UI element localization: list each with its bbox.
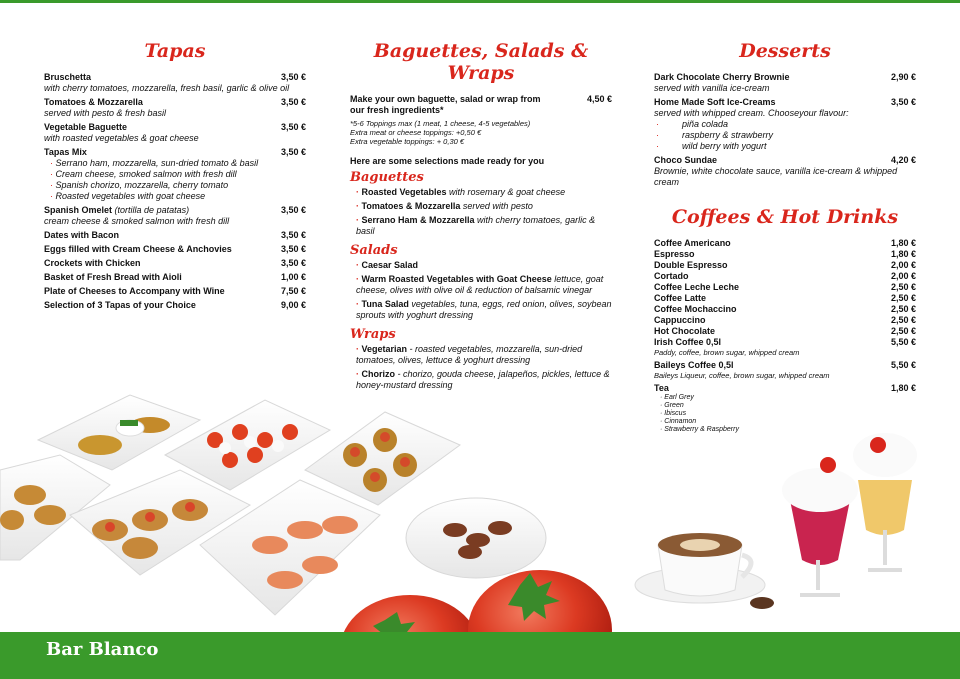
tapas-item-price: 1,00 € bbox=[280, 272, 306, 282]
coffee-item-price: 2,50 € bbox=[890, 315, 916, 325]
coffee-item-row bbox=[654, 326, 916, 337]
coffee-item bbox=[654, 304, 916, 315]
dessert-item-name: Home Made Soft Ice-Creams bbox=[654, 97, 776, 107]
byo-note-1: *5-6 Toppings max (1 meat, 1 cheese, 4-5 vegetables) bbox=[350, 119, 531, 128]
tapas-item-name: Tapas Mix bbox=[44, 147, 87, 157]
byo-note-2: Extra meat or cheese toppings: +0,50 € bbox=[350, 128, 482, 137]
tapas-list bbox=[44, 72, 306, 311]
dessert-item-name: Choco Sundae bbox=[654, 155, 718, 165]
tapas-item-price: 7,50 € bbox=[280, 286, 306, 296]
coffee-item-price: 2,50 € bbox=[890, 304, 916, 314]
coffee-item-name: Cortado bbox=[654, 271, 689, 281]
dessert-item-desc: Brownie, white chocolate sauce, vanilla ice-cream & whipped cream bbox=[654, 166, 898, 187]
salads-item-desc: vegetables, tuna, eggs, red onion, olives, soybean sprouts with yoghurt dressing bbox=[356, 299, 612, 320]
coffee-item-name: Coffee Leche Leche bbox=[654, 282, 740, 292]
tapas-item-row bbox=[44, 205, 306, 216]
ice-cream-flavour: · wild berry with yogurt bbox=[654, 141, 916, 152]
tapas-item-price: 3,50 € bbox=[280, 258, 306, 268]
coffees-list bbox=[654, 238, 916, 434]
tapas-item-name: Selection of 3 Tapas of your Choice bbox=[44, 300, 196, 310]
wraps-item-desc: - roasted vegetables, mozzarella, sun-dried tomatoes, olives, lettuce & yoghurt dressing bbox=[356, 344, 583, 365]
tapas-item-row bbox=[44, 258, 306, 269]
coffee-item-row bbox=[654, 238, 916, 249]
tapas-item bbox=[44, 205, 306, 227]
baguettes-item-desc: served with pesto bbox=[460, 201, 533, 211]
coffees-title: Coffees & Hot Drinks bbox=[671, 206, 899, 228]
tapas-item-price: 3,50 € bbox=[280, 230, 306, 240]
tapas-item-row bbox=[44, 72, 306, 83]
tapas-item-price: 3,50 € bbox=[280, 205, 306, 215]
tapas-item-row bbox=[44, 97, 306, 108]
tea-variety: · Earl Grey bbox=[654, 394, 916, 402]
salads-item bbox=[350, 260, 612, 271]
dessert-item bbox=[654, 72, 916, 94]
tapas-item bbox=[44, 286, 306, 297]
tapas-item-name: Spanish Omelet bbox=[44, 205, 113, 215]
coffee-item-row bbox=[654, 383, 916, 394]
tapas-item-row bbox=[44, 230, 306, 241]
coffee-item bbox=[654, 260, 916, 271]
coffee-item-row bbox=[654, 271, 916, 282]
tapas-item-price: 3,50 € bbox=[280, 122, 306, 132]
salads-item-name: Warm Roasted Vegetables with Goat Cheese bbox=[361, 274, 552, 284]
tapas-item-row bbox=[44, 122, 306, 133]
coffee-item-price: 1,80 € bbox=[890, 238, 916, 248]
dessert-item-price: 3,50 € bbox=[890, 97, 916, 107]
coffee-item-price: 1,80 € bbox=[890, 249, 916, 259]
tea-variety: · Ibiscus bbox=[654, 410, 916, 418]
coffee-item-price: 2,00 € bbox=[890, 271, 916, 281]
byo-item bbox=[350, 94, 612, 116]
tapas-item-price: 3,50 € bbox=[280, 244, 306, 254]
baguettes-item bbox=[350, 187, 612, 198]
tapas-mix-option: · Roasted vegetables with goat cheese bbox=[44, 191, 306, 202]
tapas-item-name-wrap bbox=[44, 258, 141, 269]
coffee-item bbox=[654, 337, 916, 357]
coffee-item-desc: Paddy, coffee, brown sugar, whipped cream bbox=[654, 348, 800, 357]
dessert-item bbox=[654, 155, 916, 188]
wraps-item-name: Vegetarian bbox=[361, 344, 408, 354]
tapas-item-name-wrap bbox=[44, 147, 87, 158]
coffee-item-price: 5,50 € bbox=[890, 337, 916, 347]
tea-variety: · Strawberry & Raspberry bbox=[654, 426, 916, 434]
baguettes-item-name: Roasted Vegetables bbox=[361, 187, 447, 197]
baguettes-item-desc: with rosemary & goat cheese bbox=[446, 187, 566, 197]
coffee-item-row bbox=[654, 304, 916, 315]
baguettes-heading: Baguettes bbox=[350, 170, 424, 185]
selections-intro-text: Here are some selections made ready for you bbox=[350, 156, 545, 166]
desserts-coffees-section bbox=[654, 40, 916, 437]
coffee-item-row bbox=[654, 360, 916, 371]
coffee-item bbox=[654, 360, 916, 380]
tapas-item-price: 9,00 € bbox=[280, 300, 306, 310]
salads-list bbox=[350, 260, 612, 321]
tapas-mix-option: · Serrano ham, mozzarella, sun-dried tomato & basil bbox=[44, 158, 306, 169]
tapas-item-row bbox=[44, 147, 306, 158]
salads-item-name: Caesar Salad bbox=[361, 260, 419, 270]
coffee-item bbox=[654, 282, 916, 293]
tapas-item-row bbox=[44, 244, 306, 255]
tapas-item bbox=[44, 122, 306, 144]
coffee-item-price: 2,50 € bbox=[890, 293, 916, 303]
tapas-title: Tapas bbox=[144, 40, 206, 62]
tapas-item-name-extra: (tortilla de patatas) bbox=[114, 205, 190, 215]
tapas-item-row bbox=[44, 300, 306, 311]
coffee-item-price: 1,80 € bbox=[890, 383, 916, 393]
coffee-item-row bbox=[654, 293, 916, 304]
coffee-item bbox=[654, 238, 916, 249]
coffee-item-price: 2,00 € bbox=[890, 260, 916, 270]
coffee-item-name: Tea bbox=[654, 383, 669, 393]
baguettes-item bbox=[350, 201, 612, 212]
wraps-item-desc: - chorizo, gouda cheese, jalapeños, pickles, lettuce & honey-mustard dressing bbox=[356, 369, 610, 390]
tapas-item bbox=[44, 97, 306, 119]
wraps-item bbox=[350, 344, 612, 366]
coffee-item-name: Baileys Coffee 0,5l bbox=[654, 360, 734, 370]
wraps-heading: Wraps bbox=[350, 327, 396, 342]
tapas-item bbox=[44, 258, 306, 269]
baguettes-item-name: Serrano Ham & Mozzarella bbox=[361, 215, 475, 225]
salads-item bbox=[350, 274, 612, 296]
coffee-item bbox=[654, 326, 916, 337]
tapas-item-name-wrap bbox=[44, 230, 119, 241]
dessert-item-price: 2,90 € bbox=[890, 72, 916, 82]
tapas-item-name: Tomatoes & Mozzarella bbox=[44, 97, 143, 107]
coffee-item bbox=[654, 271, 916, 282]
tapas-item-price: 3,50 € bbox=[280, 72, 306, 82]
coffee-item-name: Irish Coffee 0,5l bbox=[654, 337, 722, 347]
coffee-item-row bbox=[654, 315, 916, 326]
coffee-item-name: Cappuccino bbox=[654, 315, 706, 325]
tapas-item bbox=[44, 272, 306, 283]
tapas-item-name-wrap bbox=[44, 272, 182, 283]
wraps-list bbox=[350, 344, 612, 391]
tapas-item-name-wrap bbox=[44, 244, 232, 255]
salads-item-desc: lettuce, goat cheese, olives with olive oil & reduction of balsamic vinegar bbox=[356, 274, 604, 295]
coffee-item bbox=[654, 293, 916, 304]
ice-cream-flavour: · piña colada bbox=[654, 119, 916, 130]
footer-bar bbox=[0, 632, 960, 679]
brand-name: Bar Blanco bbox=[46, 639, 159, 660]
coffee-item-name: Coffee Latte bbox=[654, 293, 707, 303]
baguettes-item bbox=[350, 215, 612, 237]
tapas-item bbox=[44, 147, 306, 202]
selections-intro bbox=[350, 156, 612, 167]
dessert-item-row bbox=[654, 97, 916, 108]
baguettes-item-desc: with cherry tomatoes, garlic & basil bbox=[356, 215, 596, 236]
tapas-item bbox=[44, 230, 306, 241]
tapas-item bbox=[44, 244, 306, 255]
tapas-mix-option: · Cream cheese, smoked salmon with fresh dill bbox=[44, 169, 306, 180]
tapas-item-name: Crockets with Chicken bbox=[44, 258, 141, 268]
baguettes-list bbox=[350, 187, 612, 237]
baguettes-item-name: Tomatoes & Mozzarella bbox=[361, 201, 461, 211]
dessert-item-price: 4,20 € bbox=[890, 155, 916, 165]
coffee-item-price: 2,50 € bbox=[890, 326, 916, 336]
tapas-item bbox=[44, 72, 306, 94]
salads-heading: Salads bbox=[350, 243, 398, 258]
tapas-item-name: Vegetable Baguette bbox=[44, 122, 128, 132]
coffee-item-name: Hot Chocolate bbox=[654, 326, 716, 336]
tapas-section bbox=[44, 40, 306, 314]
dessert-item-desc: served with whipped cream. Chooseyour flavour: bbox=[654, 108, 849, 118]
coffee-item bbox=[654, 383, 916, 434]
coffee-item bbox=[654, 315, 916, 326]
tapas-item-name-wrap bbox=[44, 122, 127, 133]
dessert-item bbox=[654, 97, 916, 152]
wraps-item bbox=[350, 369, 612, 391]
salads-item-name: Tuna Salad bbox=[361, 299, 409, 309]
coffee-item-row bbox=[654, 249, 916, 260]
ice-cream-flavour: · raspberry & strawberry bbox=[654, 130, 916, 141]
tapas-item-desc: with cherry tomatoes, mozzarella, fresh basil, garlic & olive oil bbox=[44, 83, 290, 93]
byo-note-3: Extra vegetable toppings: + 0,30 € bbox=[350, 137, 465, 146]
baguettes-salads-wraps-section bbox=[350, 40, 612, 394]
tapas-item-price: 3,50 € bbox=[280, 97, 306, 107]
tapas-item bbox=[44, 300, 306, 311]
tapas-item-name-wrap bbox=[44, 300, 196, 311]
tapas-item-desc: served with pesto & fresh basil bbox=[44, 108, 167, 118]
tapas-item-name-wrap bbox=[44, 286, 225, 297]
tea-variety: · Green bbox=[654, 402, 916, 410]
coffee-item-row bbox=[654, 337, 916, 348]
tapas-mix-option: · Spanish chorizo, mozzarella, cherry tomato bbox=[44, 180, 306, 191]
tapas-item-name: Basket of Fresh Bread with Aioli bbox=[44, 272, 182, 282]
coffee-item-name: Double Espresso bbox=[654, 260, 728, 270]
byo-price: 4,50 € bbox=[586, 94, 612, 104]
coffee-item-name: Coffee Americano bbox=[654, 238, 731, 248]
middle-title: Baguettes, Salads & Wraps bbox=[373, 40, 589, 84]
byo-name: Make your own baguette, salad or wrap from our fresh ingredients* bbox=[350, 94, 541, 115]
tapas-item-name: Dates with Bacon bbox=[44, 230, 120, 240]
tapas-item-name-wrap bbox=[44, 97, 143, 108]
coffee-item-price: 2,50 € bbox=[890, 282, 916, 292]
tapas-item-name-wrap bbox=[44, 72, 91, 83]
ice-cream-sundaes bbox=[782, 433, 917, 595]
tapas-item-price: 3,50 € bbox=[280, 147, 306, 157]
tapas-item-row bbox=[44, 286, 306, 297]
coffee-item-name: Espresso bbox=[654, 249, 695, 259]
tapas-item-name: Eggs filled with Cream Cheese & Anchovies bbox=[44, 244, 232, 254]
desserts-list bbox=[654, 72, 916, 188]
desserts-title: Desserts bbox=[739, 40, 831, 62]
coffee-cup bbox=[635, 533, 774, 609]
tapas-item-name-wrap bbox=[44, 205, 189, 216]
dessert-item-row bbox=[654, 155, 916, 166]
tapas-item-desc: cream cheese & smoked salmon with fresh dill bbox=[44, 216, 230, 226]
coffee-item-row bbox=[654, 260, 916, 271]
dessert-item-row bbox=[654, 72, 916, 83]
salads-item bbox=[350, 299, 612, 321]
coffee-item-price: 5,50 € bbox=[890, 360, 916, 370]
tea-variety: · Cinnamon bbox=[654, 418, 916, 426]
tapas-item-desc: with roasted vegetables & goat cheese bbox=[44, 133, 199, 143]
wraps-item-name: Chorizo bbox=[361, 369, 395, 379]
tapas-item-name: Plate of Cheeses to Accompany with Wine bbox=[44, 286, 225, 296]
dessert-item-desc: served with vanilla ice-cream bbox=[654, 83, 770, 93]
coffee-item-desc: Baileys Liqueur, coffee, brown sugar, whipped cream bbox=[654, 371, 830, 380]
tapas-item-row bbox=[44, 272, 306, 283]
coffee-item bbox=[654, 249, 916, 260]
coffee-item-name: Coffee Mochaccino bbox=[654, 304, 737, 314]
tapas-item-name: Bruschetta bbox=[44, 72, 92, 82]
coffee-item-row bbox=[654, 282, 916, 293]
dessert-item-name: Dark Chocolate Cherry Brownie bbox=[654, 72, 790, 82]
